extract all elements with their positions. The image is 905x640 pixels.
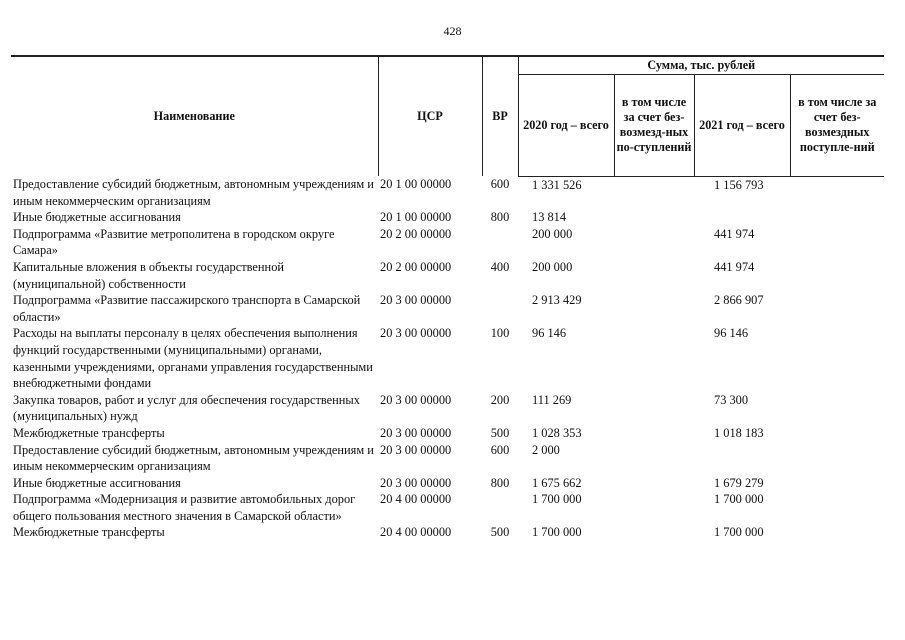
row-2021-gratuitous: [790, 491, 884, 524]
row-2020-total: 200 000: [532, 259, 573, 274]
row-csr: 20 3 00 00000: [380, 475, 452, 490]
header-name: Наименование: [11, 56, 378, 176]
row-2021-total: 1 679 279: [714, 475, 764, 490]
row-2021-gratuitous: [790, 292, 884, 325]
row-2020-total: 1 028 353: [532, 425, 582, 440]
row-2020-total: 1 675 662: [532, 475, 582, 490]
row-vr: 600: [490, 442, 510, 457]
row-vr: [482, 292, 518, 325]
row-csr: 20 2 00 00000: [380, 259, 452, 274]
row-name: Межбюджетные трансферты: [13, 425, 165, 440]
row-csr: 20 4 00 00000: [380, 525, 452, 540]
row-2021-gratuitous: [790, 425, 884, 442]
row-2020-total: 1 331 526: [532, 177, 582, 192]
row-2021-gratuitous: [790, 209, 884, 226]
row-2021-gratuitous: [790, 176, 884, 209]
row-csr: 20 3 00 00000: [380, 442, 452, 457]
row-2020-total: 1 700 000: [532, 492, 582, 507]
row-2021-total: 96 146: [714, 326, 749, 341]
row-2021-gratuitous: [790, 392, 884, 425]
row-name: Иные бюджетные ассигнования: [13, 210, 181, 225]
row-2020-gratuitous: [614, 425, 694, 442]
table-row: [11, 226, 884, 259]
row-2020-total: 96 146: [532, 326, 567, 341]
row-2021-total: 1 700 000: [714, 525, 764, 540]
row-2020-total: 13 814: [532, 210, 567, 225]
row-2021-gratuitous: [790, 524, 884, 541]
row-2020-total: 2 000: [532, 442, 560, 457]
row-vr: 400: [490, 259, 510, 274]
row-vr: 500: [490, 425, 510, 440]
header-2020-gratuitous: в том числе за счет без-возмезд-ных по-ступлений: [614, 74, 694, 176]
row-vr: 200: [490, 392, 510, 407]
row-2020-total: 1 700 000: [532, 525, 582, 540]
table-row: [11, 491, 884, 524]
row-vr: 800: [490, 210, 510, 225]
row-2021-gratuitous: [790, 475, 884, 492]
row-2021-total: 441 974: [714, 226, 755, 241]
row-vr: 600: [490, 177, 510, 191]
row-name: Межбюджетные трансферты: [13, 525, 165, 540]
row-csr: 20 3 00 00000: [380, 392, 452, 407]
row-2020-total: 2 913 429: [532, 293, 582, 308]
header-csr: ЦСР: [378, 56, 482, 176]
row-2020-gratuitous: [614, 524, 694, 541]
row-vr: [482, 226, 518, 259]
row-name: Предоставление субсидий бюджетным, автономным учреждениям и иным некоммерческим организациям: [13, 442, 374, 474]
row-2020-gratuitous: [614, 325, 694, 391]
table-row: [11, 392, 884, 425]
page-number: 428: [443, 24, 462, 38]
header-2021-gratuitous: в том числе за счет без-возмездных поступле-ний: [790, 74, 884, 176]
row-name: Расходы на выплаты персоналу в целях обеспечения выполнения функций государственными (муниципальными) органами, казенными учреждениями, органами управления государственными внебюджетными фондами: [13, 326, 373, 391]
row-vr: 100: [490, 326, 510, 341]
row-2021-gratuitous: [790, 325, 884, 391]
row-csr: 20 3 00 00000: [380, 326, 452, 341]
row-csr: 20 3 00 00000: [380, 425, 452, 440]
row-2021-total: 1 156 793: [714, 177, 764, 192]
row-2020-gratuitous: [614, 491, 694, 524]
table-row: [11, 325, 884, 391]
row-2020-total: 111 269: [532, 392, 572, 407]
row-2021-gratuitous: [790, 226, 884, 259]
row-2020-gratuitous: [614, 475, 694, 492]
row-name: Предоставление субсидий бюджетным, автономным учреждениям и иным некоммерческим организациям: [13, 177, 374, 208]
row-csr: 20 3 00 00000: [380, 293, 452, 308]
header-2021-total: 2021 год – всего: [694, 74, 790, 176]
row-2020-gratuitous: [614, 259, 694, 292]
row-csr: 20 2 00 00000: [380, 226, 452, 241]
header-vr: ВР: [482, 56, 518, 176]
row-csr: 20 1 00 00000: [380, 210, 452, 225]
row-2021-total: [694, 209, 790, 226]
row-2020-gratuitous: [614, 209, 694, 226]
row-2021-total: 73 300: [714, 392, 749, 407]
table-header: [11, 56, 884, 176]
row-2020-gratuitous: [614, 442, 694, 475]
budget-table: [11, 55, 884, 541]
row-2021-gratuitous: [790, 259, 884, 292]
row-csr: 20 4 00 00000: [380, 492, 452, 507]
table-row: [11, 209, 884, 226]
row-2021-total: 1 700 000: [714, 492, 764, 507]
table-row: [11, 442, 884, 475]
row-2020-gratuitous: [614, 176, 694, 209]
table-row: [11, 259, 884, 292]
row-2020-gratuitous: [614, 226, 694, 259]
row-2021-total: [694, 442, 790, 475]
row-name: Подпрограмма «Развитие метрополитена в городском округе Самара»: [13, 226, 335, 258]
header-sum: Сумма, тыс. рублей: [518, 56, 884, 74]
table-row: [11, 475, 884, 492]
table-body: [11, 176, 884, 541]
row-name: Закупка товаров, работ и услуг для обеспечения государственных (муниципальных) нужд: [13, 392, 360, 424]
header-2020-total: 2020 год – всего: [518, 74, 614, 176]
row-2021-total: 2 866 907: [714, 293, 764, 308]
row-2021-total: 441 974: [714, 259, 755, 274]
row-vr: 800: [490, 475, 510, 490]
table-row: [11, 292, 884, 325]
table-row: [11, 425, 884, 442]
row-2020-total: 200 000: [532, 226, 573, 241]
row-vr: 500: [490, 525, 510, 540]
row-2020-gratuitous: [614, 392, 694, 425]
row-csr: 20 1 00 00000: [380, 177, 452, 191]
row-2020-gratuitous: [614, 292, 694, 325]
row-name: Иные бюджетные ассигнования: [13, 475, 181, 490]
row-name: Капитальные вложения в объекты государственной (муниципальной) собственности: [13, 259, 285, 291]
row-name: Подпрограмма «Модернизация и развитие автомобильных дорог общего пользования местного значения в Самарской области»: [13, 492, 356, 523]
table-row: [11, 524, 884, 541]
row-2021-gratuitous: [790, 442, 884, 475]
row-2021-total: 1 018 183: [714, 425, 764, 440]
table-row: [11, 176, 884, 209]
row-name: Подпрограмма «Развитие пассажирского транспорта в Самарской области»: [13, 293, 361, 324]
row-vr: [482, 491, 518, 524]
